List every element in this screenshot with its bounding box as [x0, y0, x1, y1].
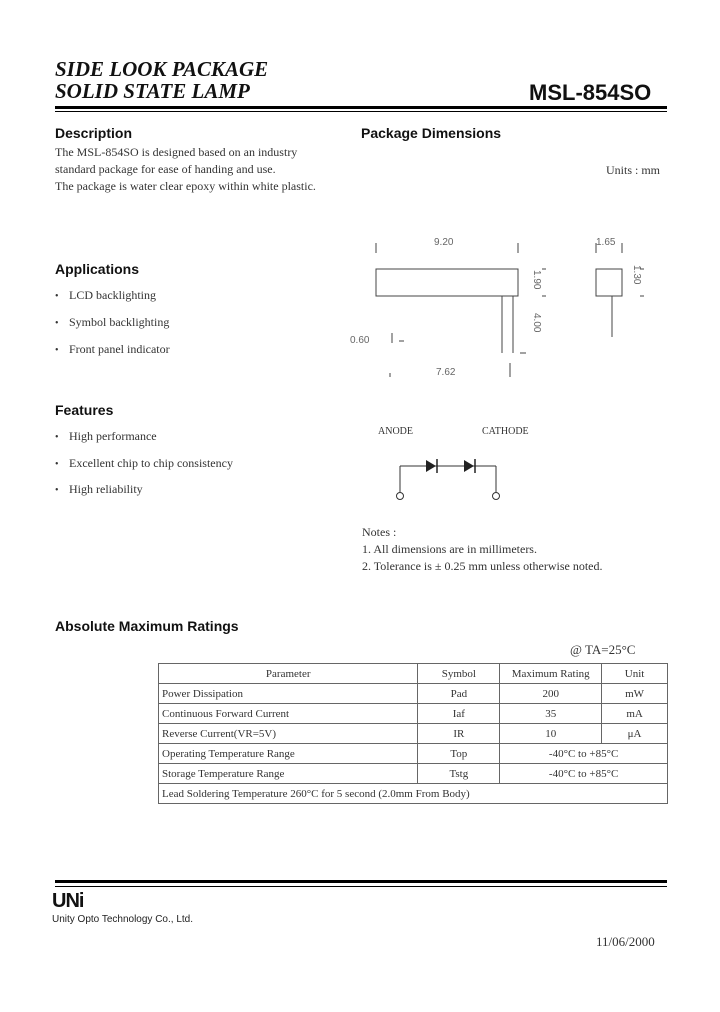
symbol-cell: Top: [418, 744, 500, 764]
rating-cell: -40°C to +85°C: [500, 744, 668, 764]
side-view-outline: [596, 269, 622, 296]
symbol-cell: Pad: [418, 684, 500, 704]
unit-cell: mA: [602, 704, 668, 724]
table-row: [159, 724, 668, 744]
dim-lead-pitch: 7.62: [436, 367, 456, 378]
package-body-outline: [376, 269, 518, 296]
ratings-table: [158, 663, 668, 804]
table-row: [159, 764, 668, 784]
list-item: • Excellent chip to chip consistency: [55, 456, 233, 471]
description-line: The package is water clear epoxy within white plastic.: [55, 179, 316, 193]
symbol-cell: Iaf: [418, 704, 500, 724]
rating-cell: -40°C to +85°C: [500, 764, 668, 784]
header-rule-thin: [55, 111, 667, 112]
list-item: • Symbol backlighting: [55, 315, 169, 330]
table-row: [159, 684, 668, 704]
rating-cell: 200: [500, 684, 602, 704]
list-item: • High reliability: [55, 482, 143, 497]
dim-side-width: 1.65: [596, 237, 616, 248]
units-label: Units : mm: [606, 163, 661, 177]
dim-length: 9.20: [434, 237, 454, 248]
parameter-cell: Reverse Current(VR=5V): [159, 724, 418, 744]
column-header: Symbol: [418, 664, 500, 684]
dim-lead-length: 4.00: [531, 313, 542, 333]
features-heading: Features: [55, 402, 114, 418]
list-item: • LCD backlighting: [55, 288, 156, 303]
parameter-cell: Power Dissipation: [159, 684, 418, 704]
list-item: • Front panel indicator: [55, 342, 170, 357]
table-row: [159, 744, 668, 764]
part-number: MSL-854SO: [529, 80, 652, 105]
parameter-cell: Continuous Forward Current: [159, 704, 418, 724]
unit-cell: mW: [602, 684, 668, 704]
title-line-2: SOLID STATE LAMP: [55, 79, 250, 103]
symbol-cell: Tstg: [418, 764, 500, 784]
notes-heading: Notes :: [362, 525, 397, 539]
diode-triangle-icon: [464, 460, 474, 472]
package-drawing: [340, 225, 670, 385]
anode-label: ANODE: [378, 426, 413, 437]
unit-cell: μA: [602, 724, 668, 744]
description-line: standard package for ease of handing and use.: [55, 162, 276, 176]
anode-terminal-icon: [397, 493, 404, 500]
description-line: The MSL-854SO is designed based on an industry: [55, 145, 298, 159]
notes: [362, 524, 602, 575]
ratings-heading: Absolute Maximum Ratings: [55, 618, 239, 634]
table-row: [159, 784, 668, 804]
list-item: • High performance: [55, 429, 157, 444]
header-rule-thick: [55, 106, 667, 109]
dim-lead-width: 0.60: [350, 335, 370, 346]
diode-triangle-icon: [426, 460, 436, 472]
cathode-terminal-icon: [493, 493, 500, 500]
cathode-label: CATHODE: [482, 426, 529, 437]
company-logo: UNi: [52, 890, 84, 912]
footer-rule-thin: [55, 886, 667, 887]
footer-rule-thick: [55, 880, 667, 883]
table-header-row: [159, 664, 668, 684]
document-date: 11/06/2000: [596, 934, 655, 949]
company-name: Unity Opto Technology Co., Ltd.: [52, 914, 194, 925]
note-item: 2. Tolerance is ± 0.25 mm unless otherwise noted.: [362, 559, 603, 573]
note-item: 1. All dimensions are in millimeters.: [362, 542, 537, 556]
title-line-1: SIDE LOOK PACKAGE: [55, 57, 269, 81]
rating-cell: 35: [500, 704, 602, 724]
dim-side-height: 1.30: [631, 265, 642, 285]
parameter-cell: Storage Temperature Range: [159, 764, 418, 784]
column-header: Maximum Rating: [500, 664, 602, 684]
table-row: [159, 704, 668, 724]
package-dimensions-heading: Package Dimensions: [361, 125, 502, 141]
rating-cell: 10: [500, 724, 602, 744]
parameter-cell: Operating Temperature Range: [159, 744, 418, 764]
description-heading: Description: [55, 125, 133, 141]
applications-heading: Applications: [55, 261, 140, 277]
symbol-cell: IR: [418, 724, 500, 744]
diode-schematic: [370, 420, 550, 505]
ratings-condition: @ TA=25°C: [570, 642, 636, 657]
dim-height: 1.90: [531, 270, 542, 290]
column-header: Parameter: [159, 664, 418, 684]
soldering-note-cell: Lead Soldering Temperature 260°C for 5 second (2.0mm From Body): [159, 784, 668, 804]
description-text: [55, 144, 355, 195]
column-header: Unit: [602, 664, 668, 684]
